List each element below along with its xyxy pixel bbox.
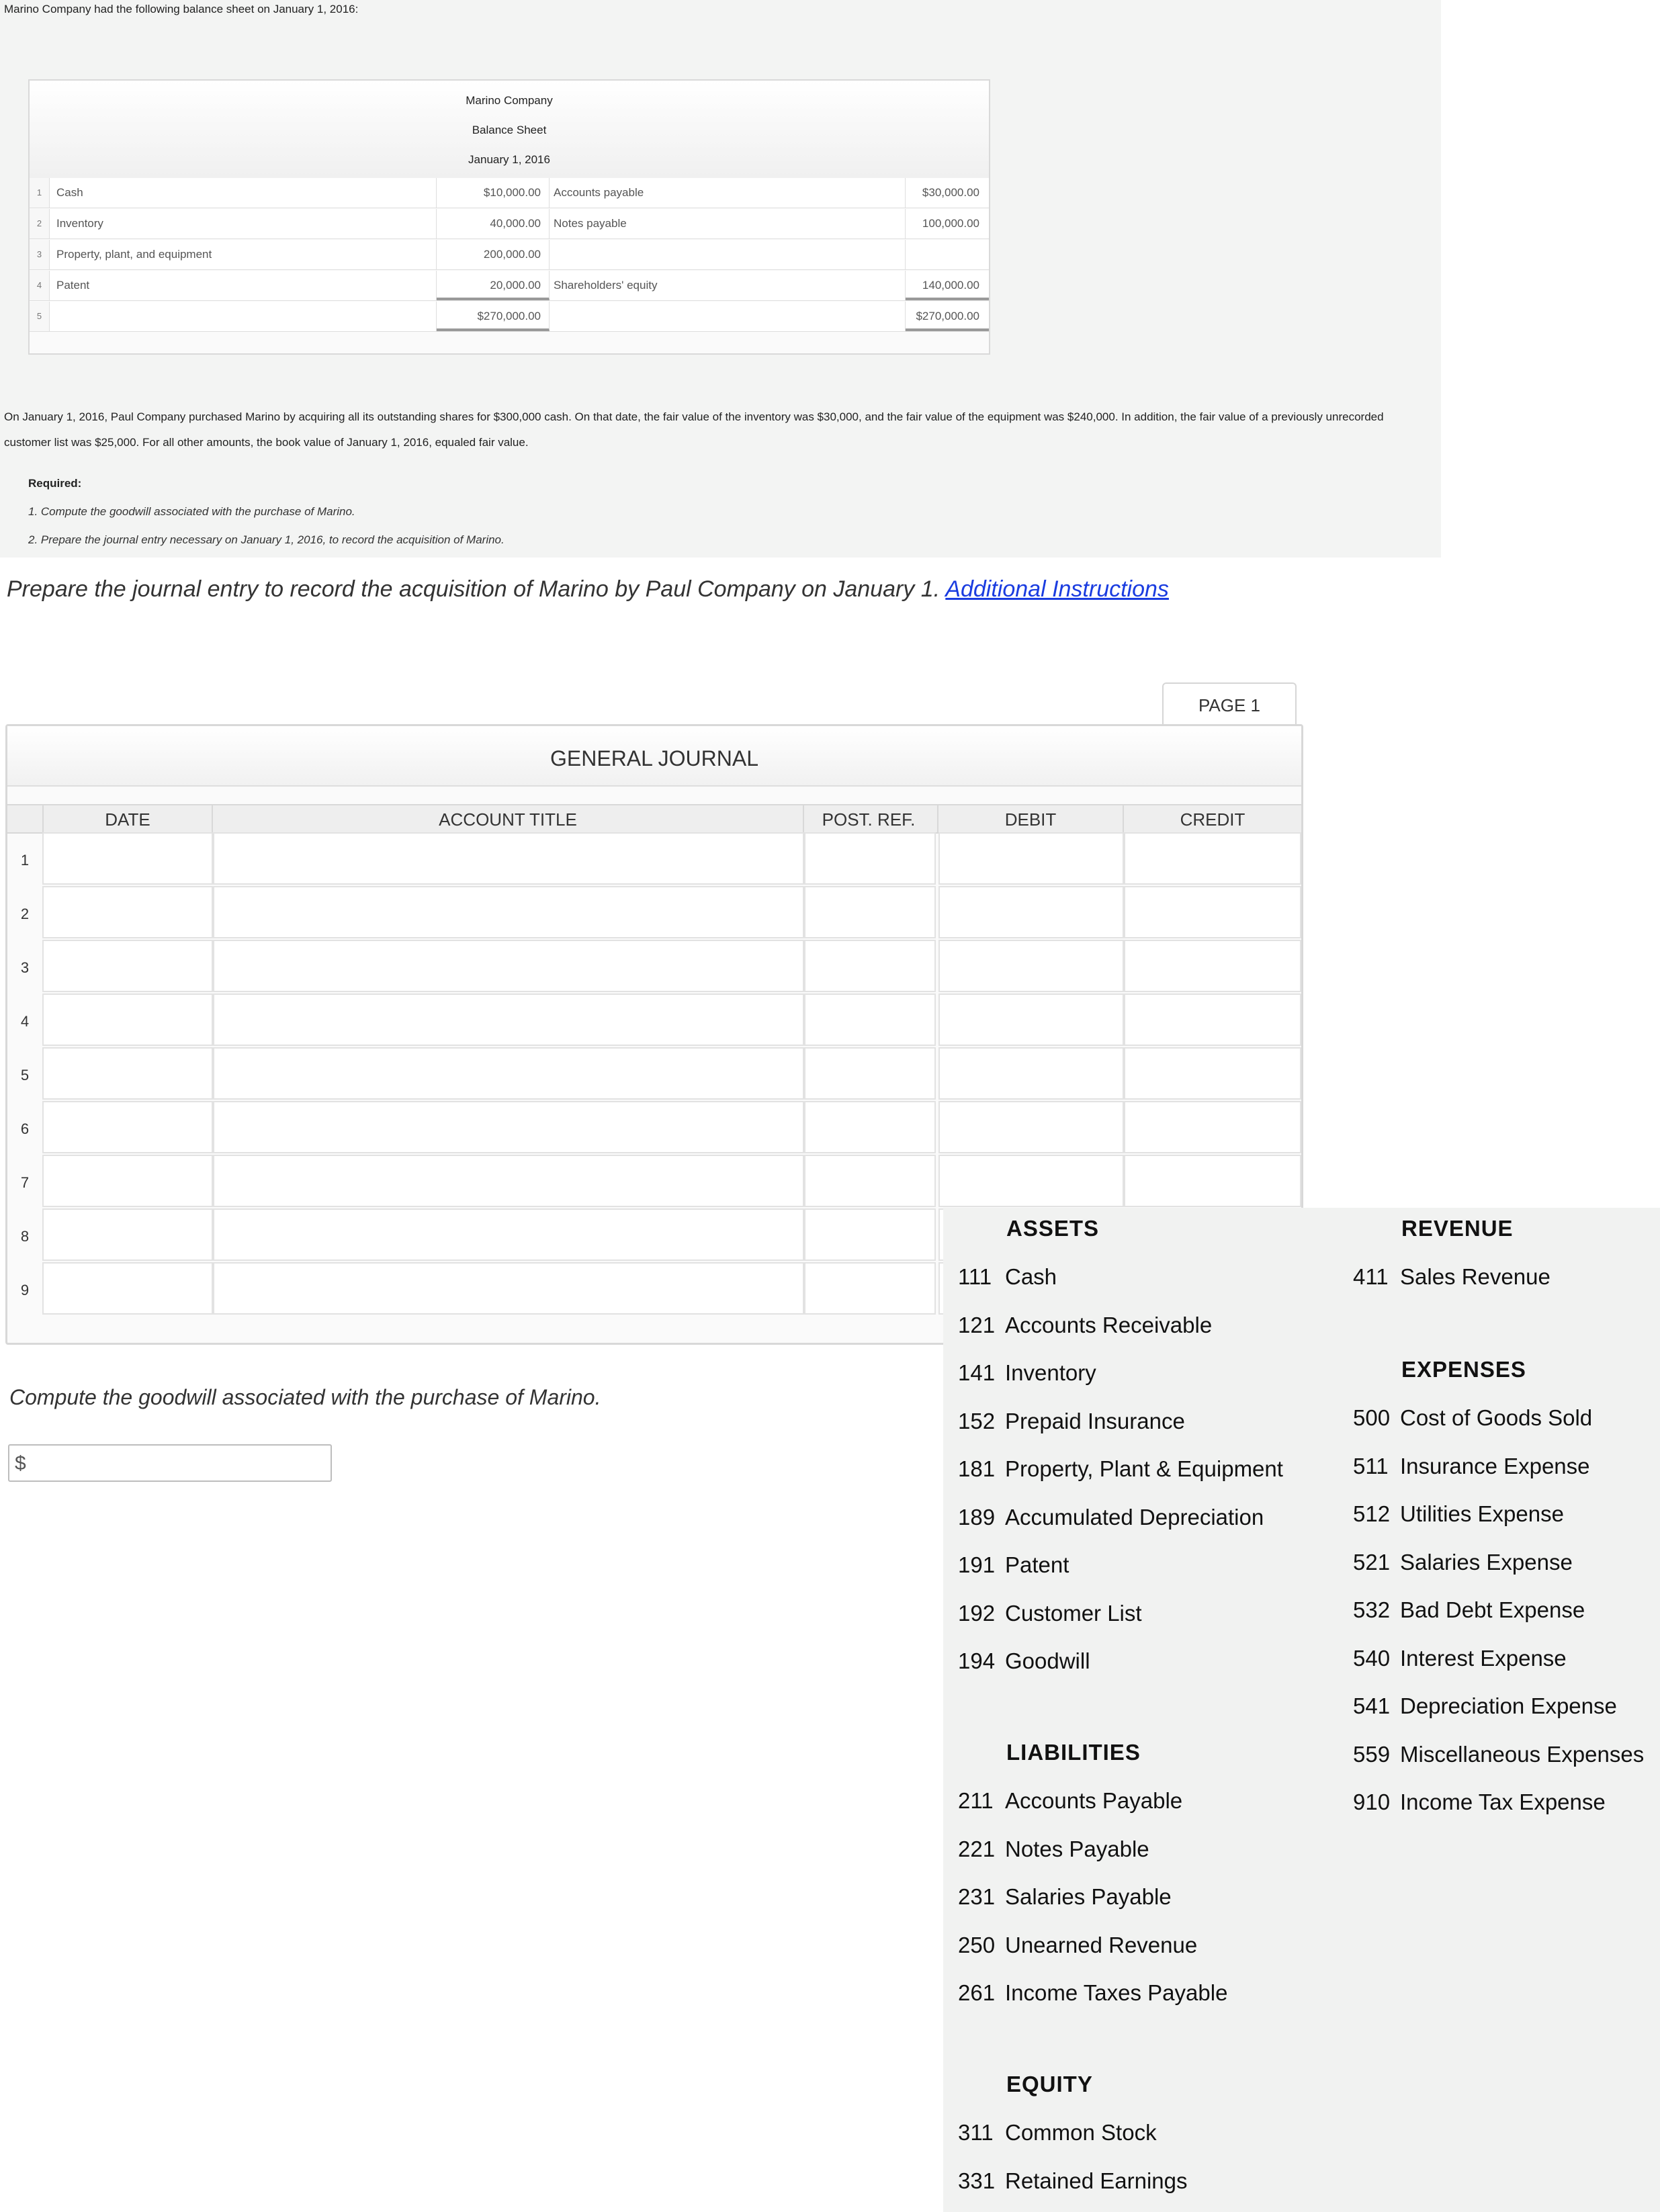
problem-panel <box>0 0 1441 558</box>
left-value: $10,000.00 <box>437 178 550 208</box>
journal-row <box>7 886 1301 940</box>
instruction-text: Prepare the journal entry to record the acquisition of Marino by Paul Company on January 1. <box>7 576 946 602</box>
account-number: 910 <box>1353 1789 1391 1814</box>
credit-cell[interactable] <box>1124 1101 1301 1153</box>
required-item-2: 2. Prepare the journal entry necessary on January 1, 2016, to record the acquisition of Marino. <box>28 533 505 546</box>
account-number: 189 <box>958 1504 996 1530</box>
account-name: Cost of Goods Sold <box>1400 1405 1593 1430</box>
balance-sheet-header <box>30 81 989 179</box>
date-cell[interactable] <box>42 1101 213 1153</box>
debit-cell[interactable] <box>938 832 1124 885</box>
account-item <box>1353 1501 1564 1527</box>
credit-cell[interactable] <box>1124 940 1301 992</box>
account-name: Accounts Receivable <box>1005 1312 1213 1337</box>
left-account: Property, plant, and equipment <box>50 240 437 269</box>
goodwill-input[interactable] <box>35 1450 326 1478</box>
journal-row <box>7 1047 1301 1101</box>
debit-cell[interactable] <box>938 886 1124 938</box>
goodwill-field <box>8 1444 332 1482</box>
account-item <box>958 1264 1057 1290</box>
post-ref-cell[interactable] <box>804 993 936 1046</box>
right-account: Notes payable <box>550 209 906 238</box>
account-name: Salaries Expense <box>1400 1549 1573 1575</box>
account-name: Prepaid Insurance <box>1005 1408 1185 1433</box>
journal-row <box>7 1101 1301 1155</box>
balance-sheet-row <box>30 178 989 208</box>
credit-cell[interactable] <box>1124 886 1301 938</box>
post-ref-cell[interactable] <box>804 1047 936 1100</box>
account-title-cell[interactable] <box>213 832 804 885</box>
account-name: Goodwill <box>1005 1648 1090 1673</box>
account-number: 559 <box>1353 1741 1391 1767</box>
account-number: 250 <box>958 1932 996 1957</box>
col-debit: DEBIT <box>937 805 1123 832</box>
account-title-cell[interactable] <box>213 1101 804 1153</box>
account-name: Customer List <box>1005 1600 1142 1626</box>
account-number: 411 <box>1353 1264 1389 1289</box>
debit-cell[interactable] <box>938 940 1124 992</box>
account-item <box>958 1313 1212 1338</box>
account-number: 311 <box>958 2120 994 2145</box>
right-account <box>550 240 906 269</box>
account-item <box>1353 1646 1567 1671</box>
right-value <box>906 240 989 269</box>
account-item <box>1353 1454 1590 1479</box>
account-title-cell[interactable] <box>213 993 804 1046</box>
account-number: 532 <box>1353 1597 1391 1622</box>
account-item <box>958 1933 1197 1958</box>
equity-heading: EQUITY <box>1006 2072 1093 2096</box>
dollar-sign: $ <box>15 1452 26 1474</box>
left-value: 20,000.00 <box>437 271 550 300</box>
account-number: 221 <box>958 1836 996 1861</box>
row-number: 2 <box>30 209 50 238</box>
account-number: 500 <box>1353 1405 1391 1430</box>
account-item <box>958 1788 1182 1814</box>
statement-title: Balance Sheet <box>472 124 547 136</box>
account-name: Income Tax Expense <box>1400 1789 1606 1814</box>
journal-row-number: 7 <box>20 1174 30 1191</box>
revenue-heading: REVENUE <box>1401 1216 1514 1241</box>
account-name: Sales Revenue <box>1400 1264 1550 1289</box>
balance-sheet <box>28 79 990 355</box>
assets-heading: ASSETS <box>1006 1216 1100 1241</box>
journal-title: GENERAL JOURNAL <box>7 726 1301 787</box>
account-item <box>958 1552 1069 1578</box>
account-item <box>958 1648 1090 1674</box>
account-item <box>1353 1789 1606 1815</box>
journal-row-number: 1 <box>20 852 30 869</box>
account-number: 512 <box>1353 1501 1391 1526</box>
right-value: 140,000.00 <box>906 271 989 300</box>
row-number: 3 <box>30 240 50 269</box>
post-ref-cell[interactable] <box>804 832 936 885</box>
col-date: DATE <box>42 805 212 832</box>
journal-row-number: 2 <box>20 905 30 922</box>
left-account <box>50 302 437 331</box>
account-name: Property, Plant & Equipment <box>1005 1456 1283 1481</box>
account-number: 541 <box>1353 1693 1391 1718</box>
date-cell[interactable] <box>42 1155 213 1207</box>
company-name: Marino Company <box>466 94 553 107</box>
account-name: Income Taxes Payable <box>1005 1980 1228 2005</box>
account-name: Notes Payable <box>1005 1836 1149 1861</box>
left-value: $270,000.00 <box>437 302 550 331</box>
post-ref-cell[interactable] <box>804 1155 936 1207</box>
account-item <box>1353 1264 1550 1290</box>
date-cell[interactable] <box>42 993 213 1046</box>
post-ref-cell[interactable] <box>804 1208 936 1261</box>
account-item <box>1353 1742 1644 1767</box>
date-cell[interactable] <box>42 940 213 992</box>
journal-column-headers <box>7 804 1301 834</box>
chart-of-accounts <box>943 1208 1660 2212</box>
col-credit: CREDIT <box>1123 805 1301 832</box>
debit-cell[interactable] <box>938 1155 1124 1207</box>
account-title-cell[interactable] <box>213 1262 804 1315</box>
journal-row <box>7 1155 1301 1208</box>
account-item <box>958 1980 1227 2006</box>
post-ref-cell[interactable] <box>804 1262 936 1315</box>
account-item <box>958 1837 1149 1862</box>
page-tab[interactable]: PAGE 1 <box>1162 682 1297 727</box>
balance-sheet-row <box>30 302 989 332</box>
row-number: 5 <box>30 302 50 331</box>
row-number: 4 <box>30 271 50 300</box>
account-item <box>958 1360 1096 1386</box>
account-item <box>1353 1550 1573 1575</box>
account-item <box>1353 1597 1585 1623</box>
account-item <box>958 1884 1172 1910</box>
date-cell[interactable] <box>42 886 213 938</box>
account-title-cell[interactable] <box>213 1208 804 1261</box>
right-value: $270,000.00 <box>906 302 989 331</box>
account-number: 152 <box>958 1408 996 1433</box>
col-post-ref: POST. REF. <box>803 805 933 832</box>
journal-row-number: 5 <box>20 1067 30 1083</box>
date-cell[interactable] <box>42 832 213 885</box>
left-account: Patent <box>50 271 437 300</box>
account-number: 141 <box>958 1360 996 1385</box>
journal-row-number: 8 <box>20 1228 30 1245</box>
account-number: 192 <box>958 1600 996 1626</box>
account-name: Salaries Payable <box>1005 1884 1172 1909</box>
journal-row <box>7 832 1301 886</box>
required-item-1: 1. Compute the goodwill associated with the purchase of Marino. <box>28 505 355 518</box>
account-number: 191 <box>958 1552 996 1577</box>
account-item <box>958 1409 1185 1434</box>
journal-row <box>7 993 1301 1047</box>
account-name: Miscellaneous Expenses <box>1400 1741 1645 1767</box>
post-ref-cell[interactable] <box>804 940 936 992</box>
account-title-cell[interactable] <box>213 1047 804 1100</box>
credit-cell[interactable] <box>1124 1047 1301 1100</box>
liabilities-heading: LIABILITIES <box>1006 1740 1141 1765</box>
journal-row-number: 3 <box>20 959 30 976</box>
post-ref-cell[interactable] <box>804 1101 936 1153</box>
right-account: Shareholders' equity <box>550 271 906 300</box>
account-item <box>958 1505 1264 1530</box>
account-item <box>958 1601 1142 1626</box>
account-number: 194 <box>958 1648 996 1673</box>
account-number: 231 <box>958 1884 996 1909</box>
account-name: Common Stock <box>1005 2120 1157 2145</box>
balance-sheet-row <box>30 240 989 270</box>
account-number: 511 <box>1353 1453 1389 1478</box>
right-account <box>550 302 906 331</box>
account-name: Depreciation Expense <box>1400 1693 1617 1718</box>
account-name: Utilities Expense <box>1400 1501 1564 1526</box>
post-ref-cell[interactable] <box>804 886 936 938</box>
account-item <box>1353 1693 1617 1719</box>
account-number: 331 <box>958 2168 996 2193</box>
account-item <box>958 1456 1283 1482</box>
account-item <box>958 2120 1157 2145</box>
account-name: Unearned Revenue <box>1005 1932 1198 1957</box>
date-cell[interactable] <box>42 1208 213 1261</box>
account-name: Bad Debt Expense <box>1400 1597 1585 1622</box>
debit-cell[interactable] <box>938 1101 1124 1153</box>
journal-row-number: 4 <box>20 1013 30 1030</box>
right-value: $30,000.00 <box>922 186 979 199</box>
account-title-cell[interactable] <box>213 886 804 938</box>
account-number: 540 <box>1353 1645 1391 1671</box>
left-value: 200,000.00 <box>437 240 550 269</box>
account-name: Interest Expense <box>1400 1645 1567 1671</box>
goodwill-label: Compute the goodwill associated with the purchase of Marino. <box>9 1385 601 1409</box>
row-number: 1 <box>30 178 50 208</box>
required-title: Required: <box>28 477 82 490</box>
expenses-heading: EXPENSES <box>1401 1357 1526 1382</box>
journal-row-number: 6 <box>20 1120 30 1137</box>
left-value: 40,000.00 <box>437 209 550 238</box>
account-title-cell[interactable] <box>213 940 804 992</box>
left-account: Cash <box>50 178 437 208</box>
account-number: 521 <box>1353 1549 1391 1575</box>
right-value: 100,000.00 <box>922 217 979 230</box>
debit-cell[interactable] <box>938 1047 1124 1100</box>
account-number: 121 <box>958 1312 996 1337</box>
account-name: Cash <box>1005 1264 1057 1289</box>
journal-row <box>7 940 1301 993</box>
balance-sheet-row <box>30 271 989 301</box>
intro-text: Marino Company had the following balance sheet on January 1, 2016: <box>4 3 359 15</box>
right-account: Accounts payable <box>550 178 906 208</box>
debit-cell[interactable] <box>938 993 1124 1046</box>
account-title-cell[interactable] <box>213 1155 804 1207</box>
balance-sheet-row <box>30 209 989 239</box>
col-account-title: ACCOUNT TITLE <box>212 805 803 832</box>
account-name: Insurance Expense <box>1400 1453 1590 1478</box>
credit-cell[interactable] <box>1124 832 1301 885</box>
left-account: Inventory <box>50 209 437 238</box>
account-name: Inventory <box>1005 1360 1096 1385</box>
account-number: 181 <box>958 1456 996 1481</box>
account-item <box>958 2168 1188 2194</box>
problem-paragraph: On January 1, 2016, Paul Company purchased Marino by acquiring all its outstanding shares for $300,000 cash. On that date, the fair value of the inventory was $30,000, and the fair value of the equipment was $240,000. In addition, the fair value of a previously unrecorded customer list was $25,000. For all other amounts, the book value of January 1, 2016, equaled fair value. <box>4 410 1384 449</box>
date-cell[interactable] <box>42 1047 213 1100</box>
account-name: Accounts Payable <box>1005 1788 1183 1813</box>
account-name: Patent <box>1005 1552 1069 1577</box>
account-number: 261 <box>958 1980 996 2005</box>
account-item <box>1353 1405 1592 1431</box>
instruction-line <box>7 576 1169 603</box>
additional-instructions-link[interactable]: Additional Instructions <box>945 576 1169 602</box>
date-cell[interactable] <box>42 1262 213 1315</box>
journal-row-number: 9 <box>20 1282 30 1298</box>
statement-date: January 1, 2016 <box>468 153 550 166</box>
credit-cell[interactable] <box>1124 1155 1301 1207</box>
account-name: Retained Earnings <box>1005 2168 1188 2193</box>
account-number: 211 <box>958 1788 994 1813</box>
credit-cell[interactable] <box>1124 993 1301 1046</box>
account-name: Accumulated Depreciation <box>1005 1504 1264 1530</box>
account-number: 111 <box>958 1264 992 1289</box>
